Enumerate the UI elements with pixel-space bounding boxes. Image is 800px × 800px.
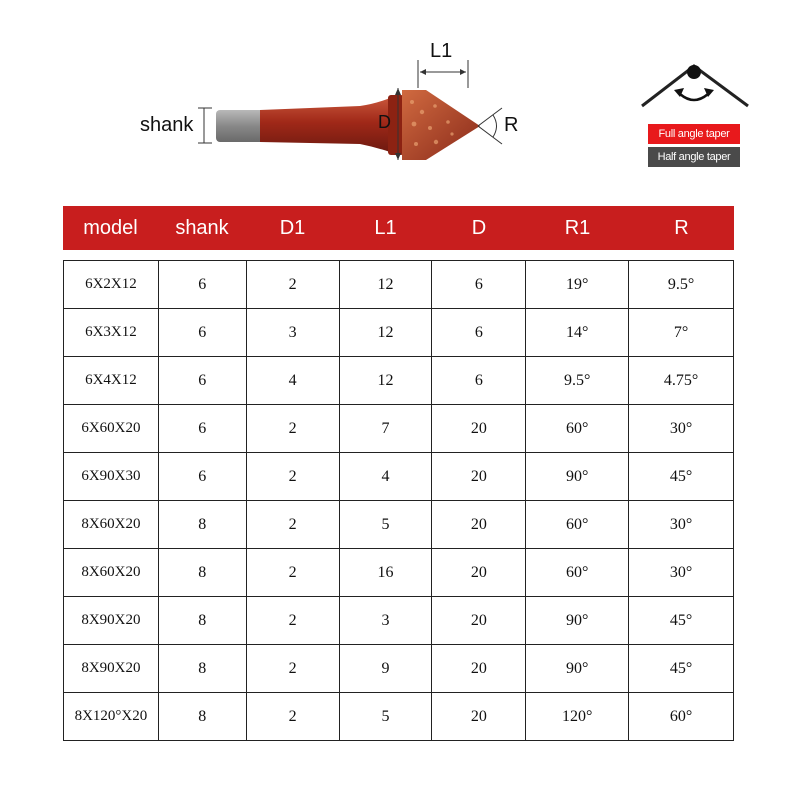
cell-d1: 2	[247, 693, 340, 740]
cell-shank: 8	[159, 645, 247, 692]
l1-label: L1	[430, 40, 453, 62]
cell-model: 6X60X20	[64, 405, 159, 452]
cell-r1: 90°	[526, 645, 629, 692]
cell-d1: 3	[247, 309, 340, 356]
cell-l1: 9	[340, 645, 433, 692]
cell-l1: 7	[340, 405, 433, 452]
cell-d1: 2	[247, 453, 340, 500]
l1-dimension-marker	[418, 60, 468, 88]
cell-l1: 3	[340, 597, 433, 644]
cell-model: 8X120°X20	[64, 693, 159, 740]
cell-model: 6X3X12	[64, 309, 159, 356]
cell-l1: 12	[340, 357, 433, 404]
cell-shank: 8	[159, 549, 247, 596]
table-row	[64, 549, 734, 597]
cell-r1: 120°	[526, 693, 629, 740]
cell-r: 30°	[629, 501, 734, 548]
cell-model: 8X60X20	[64, 549, 159, 596]
cell-d1: 2	[247, 261, 340, 308]
r-label: R	[504, 114, 519, 136]
cell-l1: 16	[340, 549, 433, 596]
spec-table	[63, 206, 734, 741]
cell-d: 6	[432, 261, 526, 308]
cell-model: 6X2X12	[64, 261, 159, 308]
header-r: R	[674, 216, 689, 239]
half-angle-taper-badge: Half angle taper	[648, 147, 740, 167]
cell-d1: 4	[247, 357, 340, 404]
table-row	[64, 309, 734, 357]
cell-d: 20	[432, 405, 526, 452]
cell-shank: 6	[159, 453, 247, 500]
router-bit-diagram	[190, 40, 530, 170]
full-angle-taper-badge: Full angle taper	[648, 124, 740, 144]
table-row	[64, 405, 734, 453]
header-d1: D1	[279, 216, 306, 239]
shank-end	[216, 110, 264, 142]
cell-l1: 12	[340, 261, 433, 308]
cell-d: 20	[432, 501, 526, 548]
cell-r: 45°	[629, 597, 734, 644]
cell-d: 20	[432, 453, 526, 500]
table-row	[64, 357, 734, 405]
table-row	[64, 261, 734, 309]
cell-d: 6	[432, 309, 526, 356]
cell-r: 9.5°	[629, 261, 734, 308]
cell-d: 20	[432, 597, 526, 644]
cell-model: 6X4X12	[64, 357, 159, 404]
cell-shank: 6	[159, 357, 247, 404]
cell-model: 6X90X30	[64, 453, 159, 500]
table-row	[64, 453, 734, 501]
cell-model: 8X60X20	[64, 501, 159, 548]
cell-d1: 2	[247, 597, 340, 644]
header-model: model	[83, 216, 138, 239]
cell-r: 30°	[629, 405, 734, 452]
cell-l1: 4	[340, 453, 433, 500]
shank-dimension-marker	[198, 108, 212, 143]
cell-d1: 2	[247, 501, 340, 548]
cell-r1: 60°	[526, 501, 629, 548]
header-r1: R1	[564, 216, 591, 239]
table-row	[64, 501, 734, 549]
cell-model: 8X90X20	[64, 645, 159, 692]
cell-r1: 90°	[526, 597, 629, 644]
d-label: D	[378, 112, 391, 132]
cell-shank: 8	[159, 693, 247, 740]
cell-d: 6	[432, 357, 526, 404]
table-header	[63, 206, 734, 250]
cell-model: 8X90X20	[64, 597, 159, 644]
cell-shank: 8	[159, 597, 247, 644]
table-row	[64, 597, 734, 645]
cell-r1: 90°	[526, 453, 629, 500]
cell-r: 4.75°	[629, 357, 734, 404]
header-d: D	[471, 216, 487, 239]
header-shank: shank	[175, 216, 229, 239]
cell-d: 20	[432, 549, 526, 596]
cell-d1: 2	[247, 549, 340, 596]
cell-shank: 6	[159, 405, 247, 452]
cell-r1: 14°	[526, 309, 629, 356]
bit-body	[260, 98, 390, 152]
cell-shank: 6	[159, 261, 247, 308]
table-row	[64, 693, 734, 741]
cell-d: 20	[432, 645, 526, 692]
table-body	[63, 260, 734, 741]
cell-d: 20	[432, 693, 526, 740]
cell-l1: 5	[340, 501, 433, 548]
cell-d1: 2	[247, 405, 340, 452]
r-angle-marker	[478, 108, 502, 144]
table-row	[64, 645, 734, 693]
header-l1: L1	[374, 216, 397, 239]
cell-d1: 2	[247, 645, 340, 692]
cell-r1: 9.5°	[526, 357, 629, 404]
cell-r: 7°	[629, 309, 734, 356]
cell-r: 30°	[629, 549, 734, 596]
cell-r: 45°	[629, 453, 734, 500]
cell-l1: 12	[340, 309, 433, 356]
cell-r: 45°	[629, 645, 734, 692]
shank-label: shank	[140, 114, 194, 136]
cell-r1: 60°	[526, 405, 629, 452]
cell-r1: 19°	[526, 261, 629, 308]
cell-r: 60°	[629, 693, 734, 740]
cell-shank: 6	[159, 309, 247, 356]
cell-r1: 60°	[526, 549, 629, 596]
cell-l1: 5	[340, 693, 433, 740]
cell-shank: 8	[159, 501, 247, 548]
taper-angle-icon	[640, 60, 752, 110]
